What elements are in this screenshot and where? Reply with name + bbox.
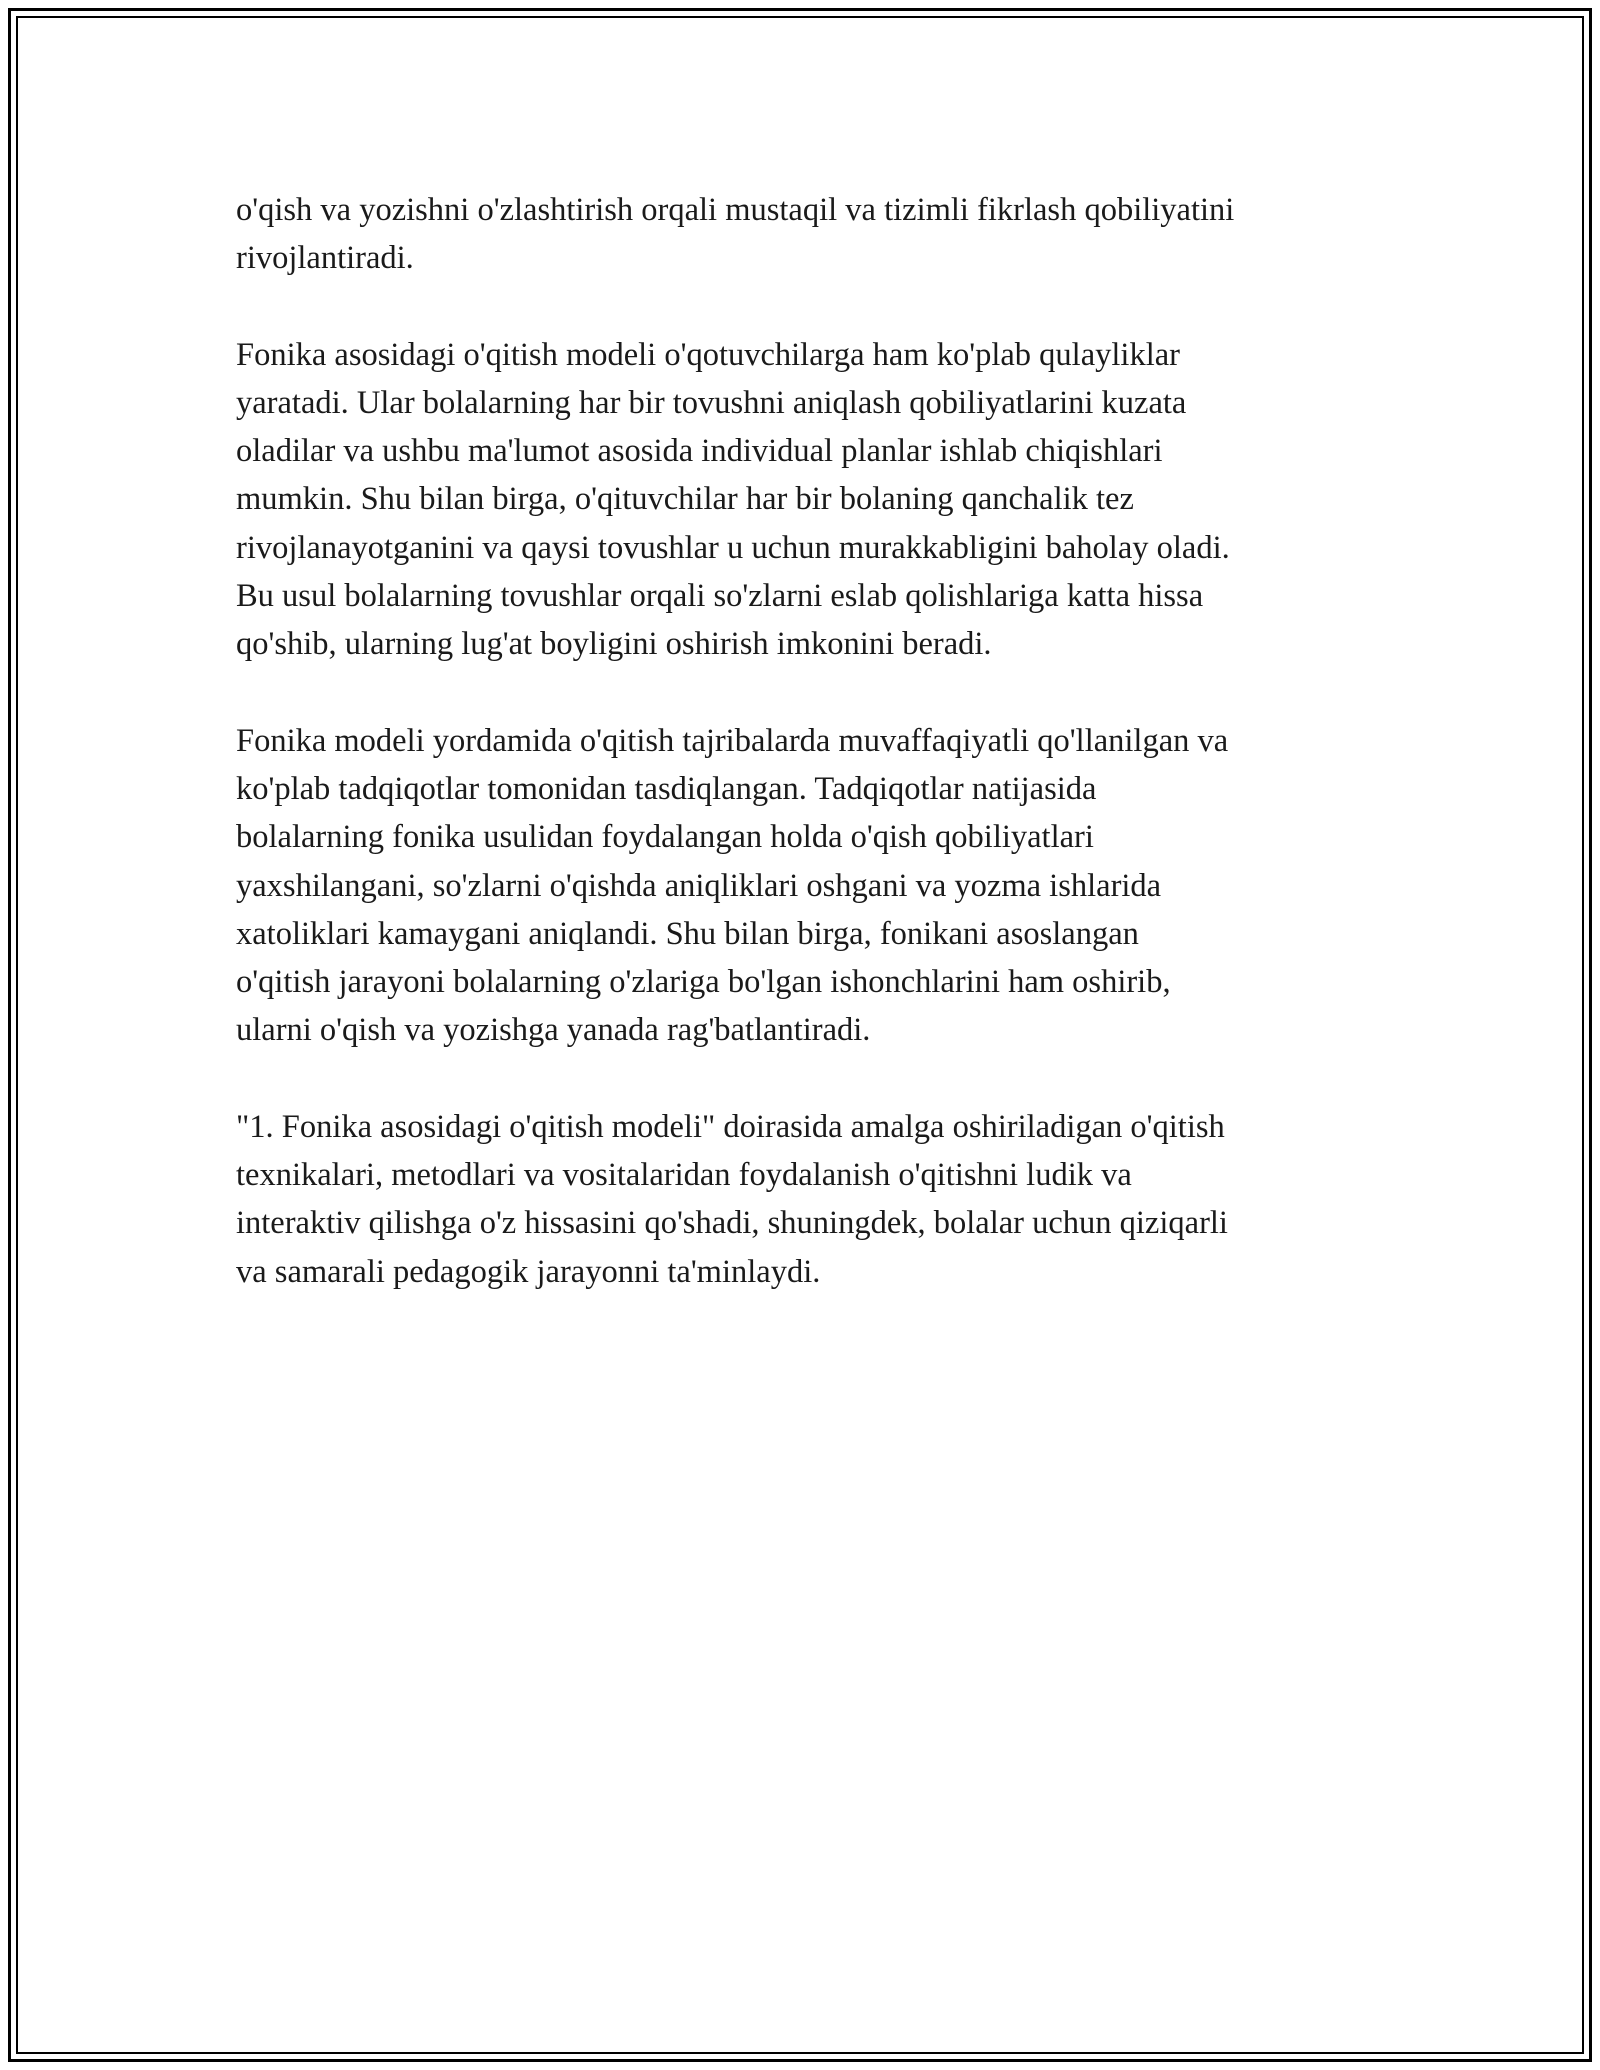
- text-line: Fonika asosidagi o'qitish modeli o'qotuvchilarga ham ko'plab qulayliklar: [236, 336, 1180, 373]
- paragraph-3: [236, 717, 1386, 1055]
- text-line: ularni o'qish va yozishga yanada rag'batlantiradi.: [236, 1012, 871, 1049]
- text-line: interaktiv qilishga o'z hissasini qo'shadi, shuningdek, bolalar uchun qiziqarli: [236, 1205, 1228, 1242]
- paragraph-2: [236, 331, 1386, 669]
- text-line: bolalarning fonika usulidan foydalangan holda o'qish qobiliyatlari: [236, 819, 1094, 856]
- paragraph-4: [236, 1103, 1386, 1296]
- text-line: o'qitish jarayoni bolalarning o'zlariga bo'lgan ishonchlarini ham oshirib,: [236, 964, 1171, 1001]
- text-line: yaxshilangani, so'zlarni o'qishda aniqliklari oshgani va yozma ishlarida: [236, 867, 1162, 904]
- document-body: [236, 186, 1386, 1344]
- text-line: rivojlantiradi.: [236, 240, 414, 277]
- text-line: oladilar va ushbu ma'lumot asosida individual planlar ishlab chiqishlari: [236, 433, 1163, 470]
- text-line: ko'plab tadqiqotlar tomonidan tasdiqlangan. Tadqiqotlar natijasida: [236, 770, 1097, 807]
- text-line: qo'shib, ularning lug'at boyligini oshirish imkonini beradi.: [236, 626, 992, 663]
- text-line: xatoliklari kamaygani aniqlandi. Shu bilan birga, fonikani asoslangan: [236, 915, 1139, 952]
- text-line: va samarali pedagogik jarayonni ta'minlaydi.: [236, 1253, 821, 1290]
- text-line: o'qish va yozishni o'zlashtirish orqali mustaqil va tizimli fikrlash qobiliyatini: [236, 192, 1235, 228]
- text-line: rivojlanayotganini va qaysi tovushlar u uchun murakkabligini baholay oladi.: [236, 529, 1230, 566]
- text-line: Fonika modeli yordamida o'qitish tajribalarda muvaffaqiyatli qo'llanilgan va: [236, 722, 1229, 759]
- text-line: yaratadi. Ular bolalarning har bir tovushni aniqlash qobiliyatlarini kuzata: [236, 384, 1187, 421]
- text-line: texnikalari, metodlari va vositalaridan foydalanish o'qitishni ludik va: [236, 1157, 1132, 1194]
- text-line: "1. Fonika asosidagi o'qitish modeli" doirasida amalga oshiriladigan o'qitish: [236, 1108, 1225, 1145]
- paragraph-1: [236, 186, 1386, 283]
- text-line: Bu usul bolalarning tovushlar orqali so'zlarni eslab qolishlariga katta hissa: [236, 578, 1204, 615]
- text-line: mumkin. Shu bilan birga, o'qituvchilar har bir bolaning qanchalik tez: [236, 481, 1134, 518]
